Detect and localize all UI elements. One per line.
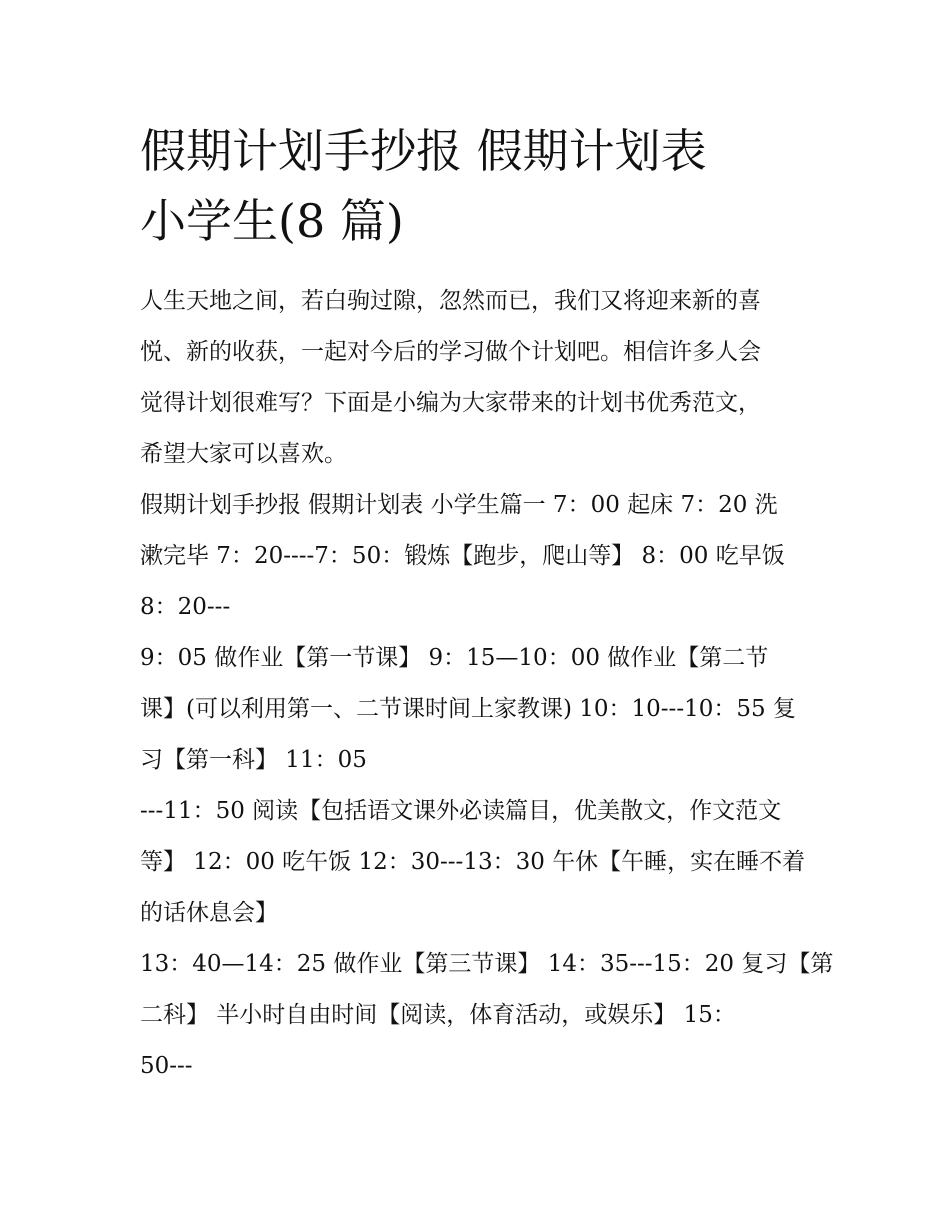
body-line-1: 人生天地之间，若白驹过隙，忽然而已，我们又将迎来新的喜 — [140, 288, 761, 314]
title-line-2: 小学生(8 篇) — [140, 194, 404, 248]
body-line-4: 希望大家可以喜欢。 — [140, 441, 347, 467]
body-line-9: 课】(可以利用第一、二节课时间上家教课) 10：10---10：55 复 — [140, 696, 796, 722]
body-line-3: 觉得计划很难写？下面是小编为大家带来的计划书优秀范文， — [140, 390, 761, 416]
body-line-13: 的话休息会】 — [140, 900, 278, 926]
body-line-2: 悦、新的收获，一起对今后的学习做个计划吧。相信许多人会 — [140, 339, 761, 365]
body-line-16: 50--- — [140, 1053, 193, 1079]
title-line-1: 假期计划手抄报 假期计划表 — [140, 124, 707, 178]
body-line-10: 习【第一科】 11：05 — [140, 747, 367, 773]
body-line-12: 等】 12：00 吃午饭 12：30---13：30 午休【午睡，实在睡不着 — [140, 849, 806, 875]
body-line-5: 假期计划手抄报 假期计划表 小学生篇一 7：00 起床 7：20 洗 — [140, 492, 778, 518]
document-title — [140, 116, 820, 256]
body-line-11: ---11：50 阅读【包括语文课外必读篇目，优美散文，作文范文 — [140, 798, 782, 824]
document-body — [140, 276, 834, 1092]
body-line-7: 8：20--- — [140, 594, 231, 620]
body-line-6: 漱完毕 7：20----7：50：锻炼【跑步，爬山等】 8：00 吃早饭 — [140, 543, 785, 569]
body-line-15: 二科】 半小时自由时间【阅读，体育活动，或娱乐】 15： — [140, 1002, 736, 1028]
body-line-14: 13：40—14：25 做作业【第三节课】 14：35---15：20 复习【第 — [140, 951, 834, 977]
body-line-8: 9：05 做作业【第一节课】 9：15—10：00 做作业【第二节 — [140, 645, 769, 671]
